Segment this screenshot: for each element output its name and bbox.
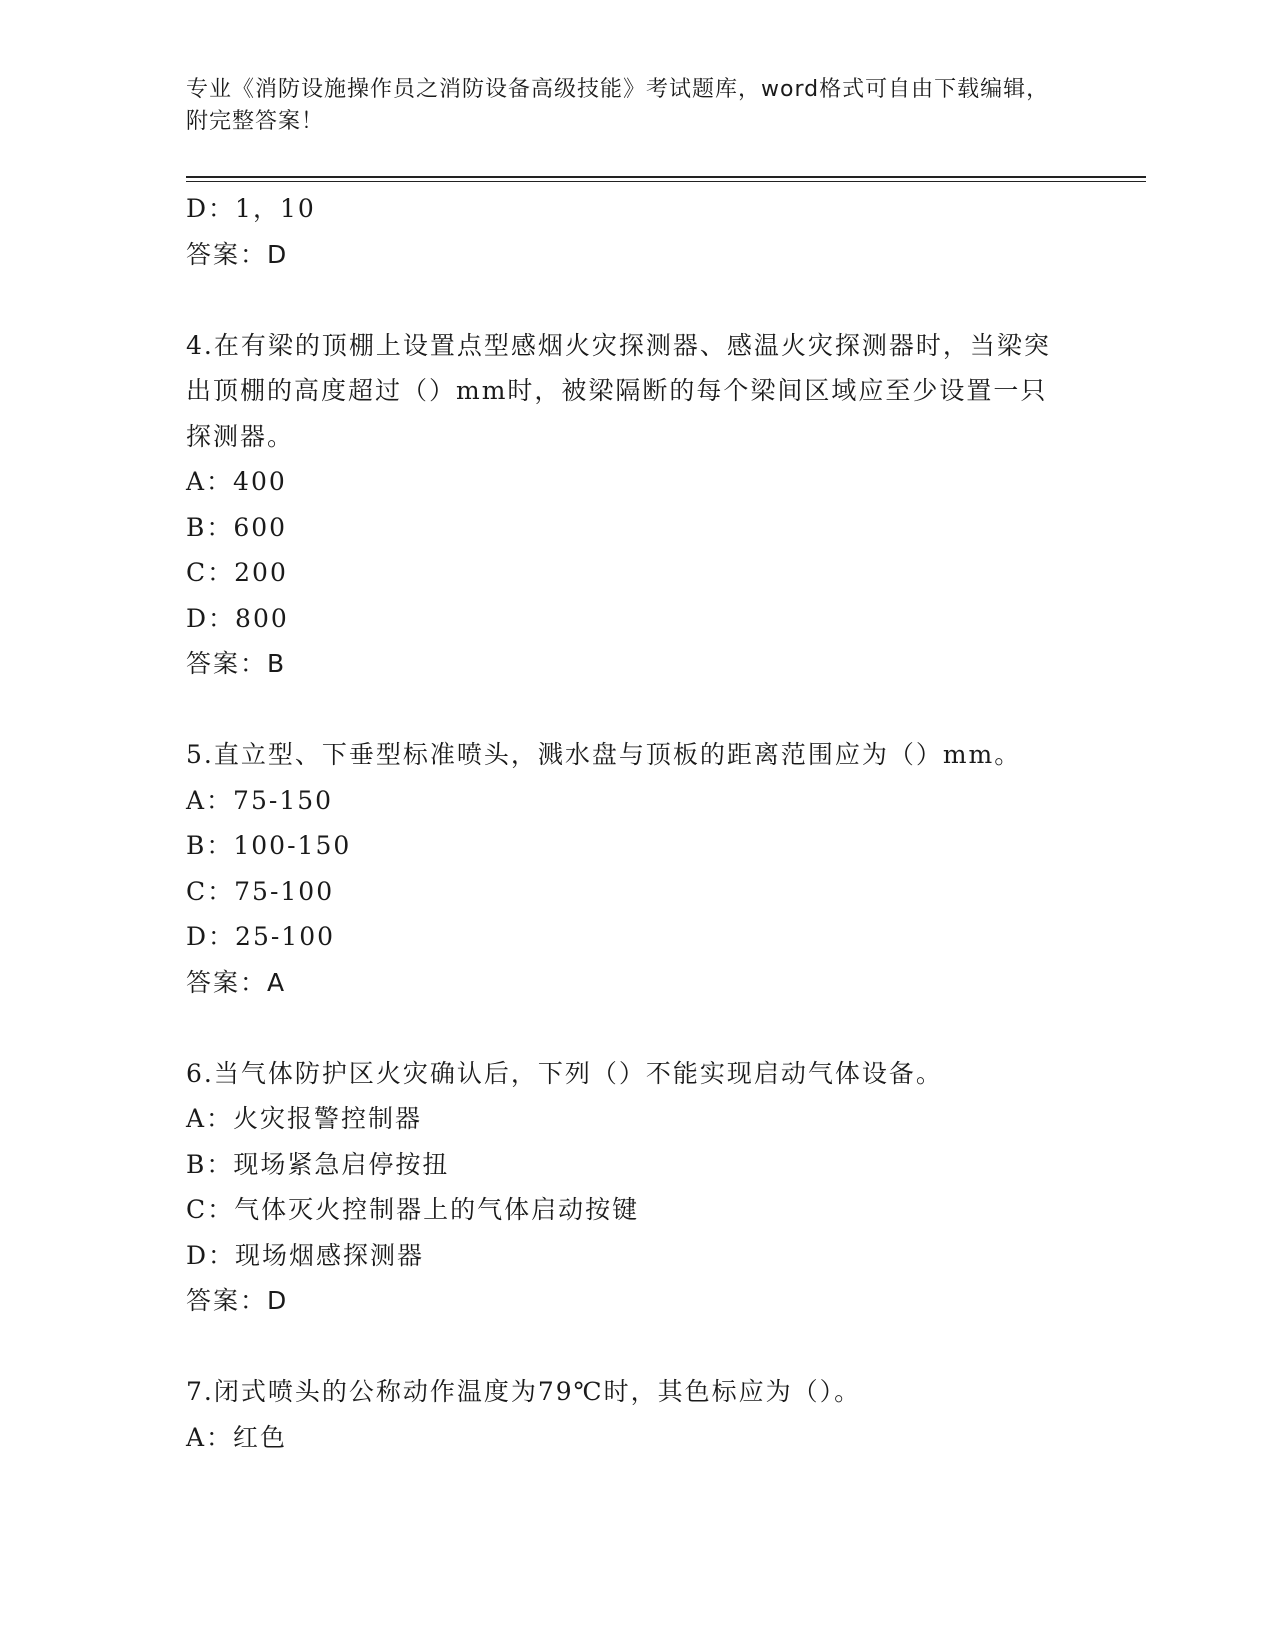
question-5-option-c: C：75-100 [186,876,335,906]
question-6-option-c: C：气体灭火控制器上的气体启动按键 [186,1195,640,1224]
question-6-answer: 答案：D [186,1286,289,1315]
page-header: 专业《消防设施操作员之消防设备高级技能》考试题库，word格式可自由下载编辑，附完整答案！ [186,77,1050,134]
question-7-option-a: A：红色 [186,1422,288,1452]
header-divider [186,176,1146,178]
question-5-stem: 5.直立型、下垂型标准喷头，溅水盘与顶板的距离范围应为（）mm。 [186,740,1022,769]
question-4-option-d: D：800 [186,603,289,633]
question-6-stem: 6.当气体防护区火灾确认后，下列（）不能实现启动气体设备。 [186,1058,943,1088]
question-4-answer: 答案：B [186,649,287,678]
question-5-option-b: B：100-150 [186,831,352,860]
question-4-option-c: C：200 [186,558,288,587]
question-4-option-a: A：400 [186,467,287,496]
question-6-option-b: B：现场紧急启停按扭 [186,1149,450,1179]
question-content [186,186,1066,1460]
question-5-option-d: D：25-100 [186,922,336,951]
question-4-option-b: B：600 [186,512,288,542]
question-7-stem: 7.闭式喷头的公称动作温度为79℃时，其色标应为（）。 [186,1377,862,1406]
question-5-answer: 答案：A [186,967,287,997]
question-6-option-a: A：火灾报警控制器 [186,1104,423,1133]
question-6-option-d: D：现场烟感探测器 [186,1240,425,1270]
header-divider-thin [186,181,1146,182]
answer-previous: 答案：D [186,239,289,269]
question-4-stem: 4.在有梁的顶棚上设置点型感烟火灾探测器、感温火灾探测器时，当梁突出顶棚的高度超过（）mm时，被梁隔断的每个梁间区域应至少设置一只探测器。 [186,330,1051,451]
option-d-previous: D：1，10 [186,194,316,223]
question-5-option-a: A：75-150 [186,785,334,815]
